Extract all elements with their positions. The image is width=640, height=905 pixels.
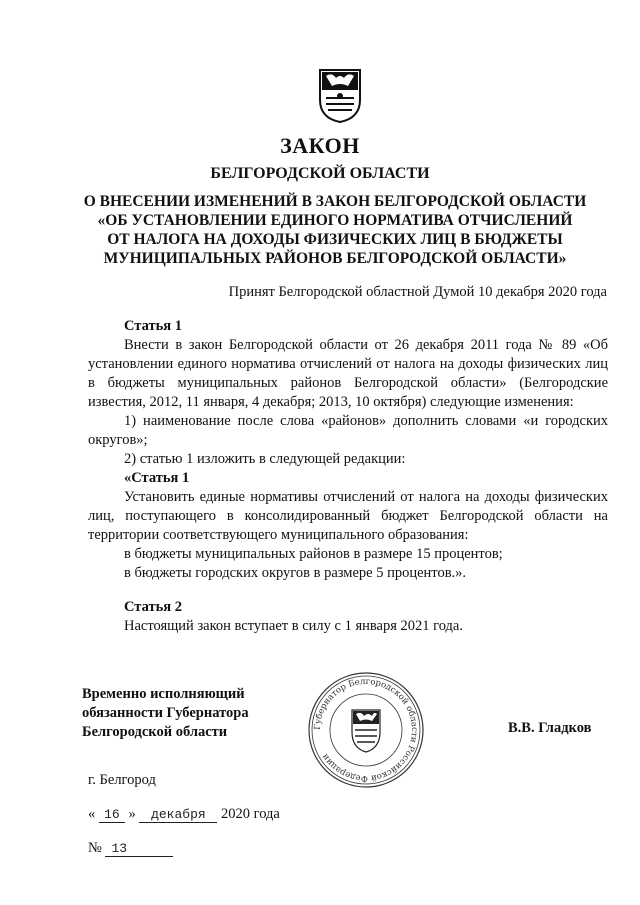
position-line: обязанности Губернатора	[82, 705, 249, 721]
signing-date	[88, 806, 280, 823]
coat-of-arms-icon	[318, 68, 362, 124]
date-quote-open: «	[88, 806, 96, 822]
article-2-text: Настоящий закон вступает в силу с 1 января 2021 года.	[124, 618, 463, 634]
quoted-article-heading: «Статья 1	[124, 470, 190, 486]
subtitle-line: О ВНЕСЕНИИ ИЗМЕНЕНИЙ В ЗАКОН БЕЛГОРОДСКОЙ ОБЛАСТИ	[83, 193, 587, 210]
number-value: 13	[105, 841, 173, 857]
subtitle-line: «ОБ УСТАНОВЛЕНИИ ЕДИНОГО НОРМАТИВА ОТЧИСЛЕНИЙ	[97, 212, 573, 229]
article-2	[88, 598, 608, 636]
number-label: №	[88, 840, 102, 856]
adoption-note: Принят Белгородской областной Думой 10 декабря 2020 года	[228, 284, 607, 300]
date-year: 2020 года	[221, 806, 280, 822]
article-1-item-2: 2) статью 1 изложить в следующей редакции:	[124, 451, 406, 467]
article-1	[88, 317, 608, 583]
subtitle-line: МУНИЦИПАЛЬНЫХ РАЙОНОВ БЕЛГОРОДСКОЙ ОБЛАСТИ»	[103, 250, 567, 267]
signatory-position	[82, 685, 249, 742]
date-month: декабря	[139, 807, 217, 823]
signatory-name: В.В. Гладков	[508, 720, 592, 736]
position-line: Временно исполняющий	[82, 686, 245, 702]
article-1-item-1: 1) наименование после слова «районов» дополнить словами «и городских округов»;	[88, 413, 608, 448]
official-seal-icon	[306, 670, 426, 790]
subtitle-line: ОТ НАЛОГА НА ДОХОДЫ ФИЗИЧЕСКИХ ЛИЦ В БЮДЖЕТЫ	[107, 231, 563, 248]
seal-text: Губернатор Белгородской области Российской Федерации	[312, 676, 420, 784]
article-2-heading: Статья 2	[124, 599, 182, 615]
date-day: 16	[99, 807, 125, 823]
document-title: ЗАКОН	[280, 133, 360, 158]
document-subtitle	[70, 192, 600, 268]
document-region: БЕЛГОРОДСКОЙ ОБЛАСТИ	[210, 165, 430, 182]
position-line: Белгородской области	[82, 724, 228, 740]
date-quote-close: »	[128, 806, 136, 822]
article-1-intro: Внести в закон Белгородской области от 26 декабря 2011 года № 89 «Об установлении единого норматива отчислений от налога на доходы физических лиц в бюджеты муниципальных районов Белгородской области» (Белгородские известия, 2012, 11 января, 4 декабря; 2013, 10 октября) следующие изменения:	[88, 337, 608, 410]
quoted-line-2: в бюджеты городских округов в размере 5 процентов.».	[124, 565, 467, 581]
quoted-line-1: в бюджеты муниципальных районов в размере 15 процентов;	[124, 546, 503, 562]
law-number	[88, 840, 173, 857]
article-1-heading: Статья 1	[124, 318, 182, 334]
quoted-article-text: Установить единые нормативы отчислений от налога на доходы физических лиц, поступающего в консолидированный бюджет Белгородской области на территории соответствующего муниципального образования:	[88, 489, 608, 543]
city-label: г. Белгород	[88, 772, 156, 788]
